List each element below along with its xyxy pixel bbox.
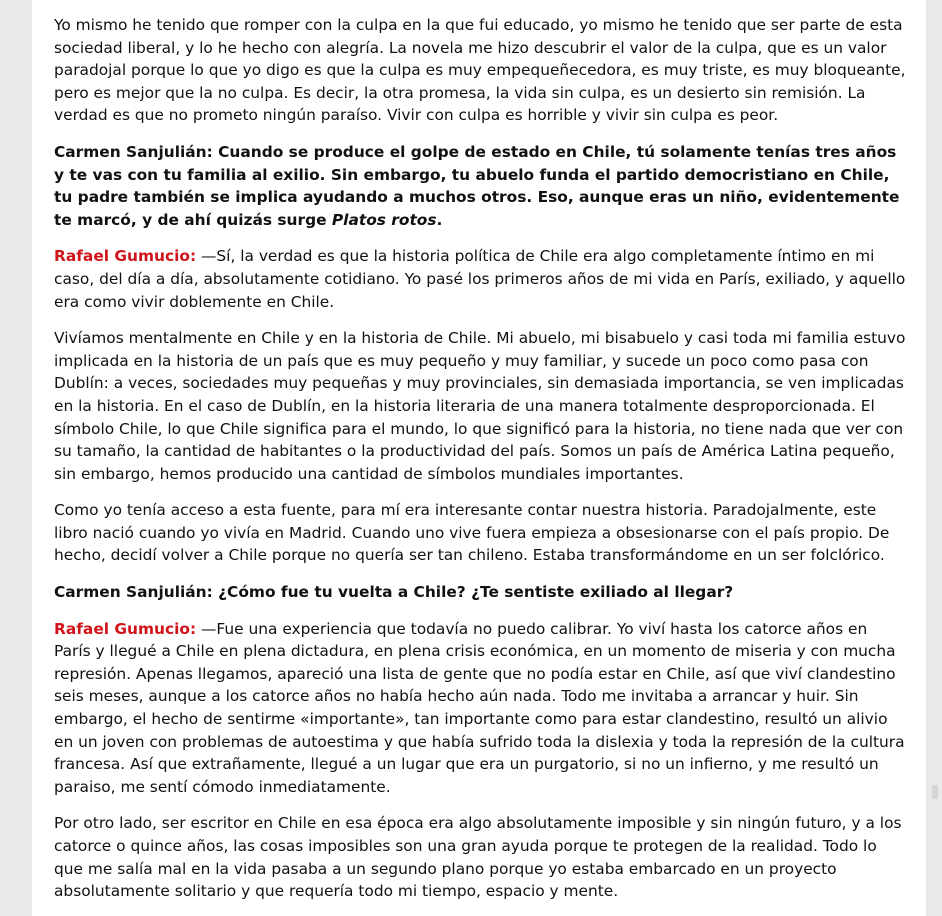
scrollbar-thumb[interactable]: [932, 785, 938, 799]
speaker-name: Rafael Gumucio:: [54, 619, 197, 638]
paragraph: Vivíamos mentalmente en Chile y en la historia de Chile. Mi abuelo, mi bisabuelo y casi toda mi familia estuvo implicada en la historia de un país que es muy pequeño y muy familiar, y sucede un poco como pasa con Dublín: a veces, sociedades muy pequeñas y muy provinciales, sin demasiada importancia, se ven implicadas en la historia. En el caso de Dublín, en la historia literaria de una manera totalmente desproporcionada. El símbolo Chile, lo que Chile significa para el mundo, lo que significó para la historia, no tiene nada que ver con su tamaño, la cantidad de habitantes o la productividad del país. Somos un país de América Latina pequeño, sin embargo, hemos producido una cantidad de símbolos mundiales importantes.: [54, 329, 906, 483]
interview-question: [54, 141, 906, 231]
answer-text: —Sí, la verdad es que la historia política de Chile era algo completamente íntimo en mi caso, del día a día, absolutamente cotidiano. Yo pasé los primeros años de mi vida en París, exiliado, y aquello era como vivir doblemente en Chile.: [54, 247, 906, 311]
question-text: Carmen Sanjulián: Cuando se produce el golpe de estado en Chile, tú solamente tenías tres años y te vas con tu familia al exilio. Sin embargo, tu abuelo funda el partido democristiano en Chile, tu padre también se implica ayudando a muchos otros. Eso, aunque eras un niño, evidentemente te marcó, y de ahí quizás surge: [54, 142, 900, 229]
interview-question: Carmen Sanjulián: ¿Cómo fue tu vuelta a Chile? ¿Te sentiste exiliado al llegar?: [54, 583, 734, 602]
paragraph: Yo mismo he tenido que romper con la culpa en la que fui educado, yo mismo he tenido que ser parte de esta sociedad liberal, y lo he hecho con alegría. La novela me hizo descubrir el valor de la culpa, que es un valor paradojal porque lo que yo digo es que la culpa es muy empequeñecedora, es muy triste, es muy bloqueante, pero es mejor que la no culpa. Es decir, la otra promesa, la vida sin culpa, es un desierto sin remisión. La verdad es que no prometo ningún paraíso. Vivir con culpa es horrible y vivir sin culpa es peor.: [54, 16, 906, 125]
speaker-name: Rafael Gumucio:: [54, 247, 197, 266]
answer-text: —Fue una experiencia que todavía no puedo calibrar. Yo viví hasta los catorce años en París y llegué a Chile en plena dictadura, en plena crisis económica, en un momento de miseria y con mucha represión. Apenas llegamos, apareció una lista de gente que no podía estar en Chile, así que viví clandestino seis meses, aunque a los catorce años no había hecho aún nada. Todo me invitaba a arrancar y huir. Sin embargo, el hecho de sentirme «importante», tan importante como para estar clandestino, resultó un alivio en un joven con problemas de autoestima y que había sufrido toda la dislexia y toda la represión de la cultura francesa. Así que extrañamente, llegué a un lugar que era un purgatorio, si no un infierno, y me resultó un paraiso, me sentí cómodo inmediatamente.: [54, 619, 905, 796]
question-end: .: [436, 210, 443, 229]
interview-answer: [54, 245, 906, 313]
article-page: [32, 0, 926, 916]
paragraph: Como yo tenía acceso a esta fuente, para mí era interesante contar nuestra historia. Paradojalmente, este libro nació cuando yo vivía en Madrid. Cuando uno vive fuera empieza a obsesionarse con el país propio. De hecho, decidí volver a Chile porque no quería ser tan chileno. Estaba transformándome en un ser folclórico.: [54, 501, 890, 565]
book-title: Platos rotos: [331, 210, 437, 229]
interview-answer: [54, 618, 906, 799]
paragraph: Por otro lado, ser escritor en Chile en esa época era algo absolutamente imposible y sin ningún futuro, y a los catorce o quince años, las cosas imposibles son una gran ayuda porque te protegen de la realidad. Todo lo que me salía mal en la vida pasaba a un segundo plano porque yo estaba embarcado en un proyecto absolutamente solitario y que requería todo mi tiempo, espacio y mente.: [54, 814, 902, 901]
